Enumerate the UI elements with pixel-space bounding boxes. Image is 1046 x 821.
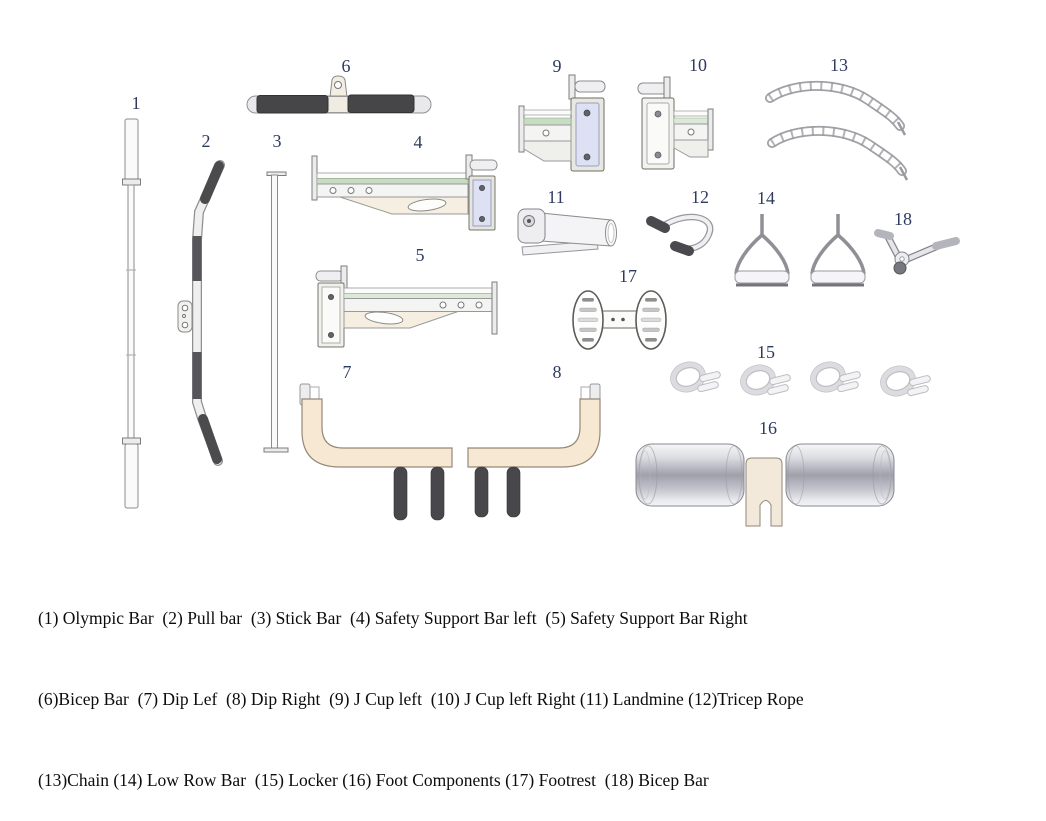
part-label-4: 4 bbox=[413, 132, 423, 152]
part-label-10: 10 bbox=[689, 55, 707, 75]
legend-line-1: (1) Olympic Bar (2) Pull bar (3) Stick Bar (4) Safety Support Bar left (5) Safety Support Bar Right bbox=[38, 608, 748, 628]
part-landmine bbox=[518, 209, 617, 255]
part-label-1: 1 bbox=[131, 93, 141, 113]
part-label-9: 9 bbox=[552, 56, 562, 76]
part-bicep-bar bbox=[247, 76, 431, 113]
part-label-17: 17 bbox=[619, 266, 637, 286]
legend bbox=[38, 551, 1023, 821]
part-safety-support-bar-left bbox=[312, 155, 497, 230]
part-olympic-bar bbox=[123, 119, 141, 508]
part-label-16: 16 bbox=[759, 418, 777, 438]
part-pull-bar bbox=[178, 165, 220, 461]
part-safety-support-bar-right bbox=[316, 266, 497, 347]
part-foot-components bbox=[636, 444, 894, 526]
part-label-8: 8 bbox=[552, 362, 562, 382]
part-label-15: 15 bbox=[757, 342, 775, 362]
part-label-11: 11 bbox=[547, 187, 565, 207]
part-locker bbox=[667, 358, 931, 400]
part-j-cup-right bbox=[638, 77, 713, 169]
part-chain bbox=[770, 86, 907, 180]
part-label-6: 6 bbox=[341, 56, 351, 76]
part-stick-bar bbox=[264, 172, 288, 452]
part-label-12: 12 bbox=[691, 187, 709, 207]
part-label-2: 2 bbox=[201, 131, 211, 151]
part-footrest bbox=[573, 291, 666, 349]
legend-line-3: (13)Chain (14) Low Row Bar (15) Locker (16) Foot Components (17) Footrest (18) Bicep Bar bbox=[38, 770, 709, 790]
part-label-3: 3 bbox=[272, 131, 282, 151]
legend-line-2: (6)Bicep Bar (7) Dip Lef (8) Dip Right (9) J Cup left (10) J Cup left Right (11) Landmine (12)Tricep Rope bbox=[38, 689, 804, 709]
part-j-cup-left bbox=[519, 75, 605, 171]
part-label-5: 5 bbox=[415, 245, 425, 265]
part-label-14: 14 bbox=[757, 188, 775, 208]
part-label-18: 18 bbox=[894, 209, 912, 229]
part-dip-left bbox=[300, 384, 452, 520]
part-bicep-bar-small bbox=[878, 233, 956, 274]
part-tricep-rope bbox=[651, 217, 710, 251]
part-label-13: 13 bbox=[830, 55, 848, 75]
part-label-7: 7 bbox=[342, 362, 352, 382]
part-dip-right bbox=[468, 384, 600, 517]
part-low-row-bar bbox=[735, 214, 865, 285]
